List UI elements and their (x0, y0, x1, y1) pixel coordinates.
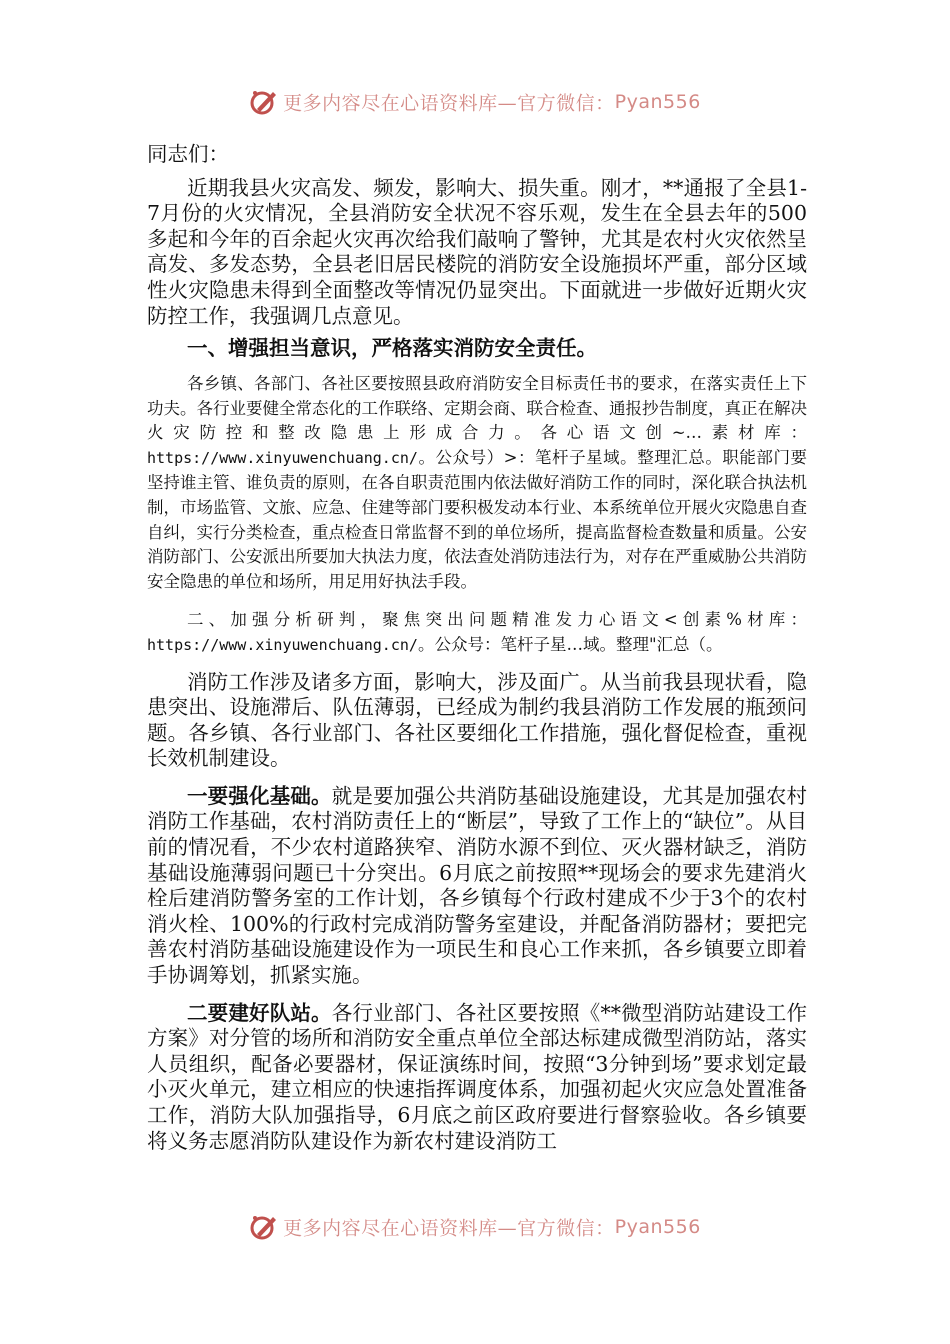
banner-wechat: Pyan556 (614, 91, 701, 113)
pen-circle-icon (249, 87, 279, 117)
paragraph-1-url: https://www.xinyuwenchuang.cn/ (147, 449, 418, 468)
footer-banner (0, 1212, 950, 1242)
paragraph-1 (147, 372, 807, 595)
paragraph-1-text-a: 各乡镇、各部门、各社区要按照县政府消防安全目标责任书的要求，在落实责任上下功夫。各行业要健全常态化的工作联络、定期会商、联合检查、通报抄告制度，真正在解决火灾防控和整改隐患上形成合力。各心语文创~…素材库： (147, 373, 807, 443)
paragraph-4 (147, 1001, 807, 1155)
paragraph-4-text: 各行业部门、各社区要按照《**微型消防站建设工作方案》对分管的场所和消防安全重点单位全部达标建成微型消防站，落实人员组织，配备必要器材，保证演练时间，按照“3分钟到场”要求划定最小灭火单元，建立相应的快速指挥调度体系，加强初起火灾应急处置准备工作，消防大队加强指导，6月底之前区政府要进行督察验收。各乡镇要将义务志愿消防队建设作为新农村建设消防工 (147, 1000, 808, 1153)
paragraph-3-text: 就是要加强公共消防基础设施建设，尤其是加强农村消防工作基础，农村消防责任上的“断层”，导致了工作上的“缺位”。从目前的情况看，不少农村道路狭窄、消防水源不到位、灭火器材缺乏，消防基础设施薄弱问题已十分突出。6月底之前按照**现场会的要求先建消火栓后建消防警务室的工作计划，各乡镇每个行政村建成不少于3个的农村消火栓、100%的行政村完成消防警务室建设，并配备消防器材；要把完善农村消防基础设施建设作为一项民生和良心工作来抓，各乡镇要立即着手协调筹划，抓紧实施。 (147, 783, 808, 988)
heading-2 (147, 608, 807, 658)
paragraph-2: 消防工作涉及诸多方面，影响大，涉及面广。从当前我县现状看，隐患突出、设施滞后、队伍薄弱，已经成为制约我县消防工作发展的瓶颈问题。各乡镇、各行业部门、各社区要细化工作措施，强化督促检查，重视长效机制建设。 (147, 669, 807, 771)
heading-2-text-b: 。公众号：笔杆子星…域。整理"汇总（。 (417, 634, 723, 654)
salutation: 同志们： (147, 142, 229, 166)
document-body (147, 142, 807, 1154)
banner-text: 更多内容尽在心语资料库—官方微信： (283, 92, 615, 115)
heading-1: 一、增强担当意识，严格落实消防安全责任。 (187, 336, 597, 361)
paragraph-4-lead: 二要建好队站。 (187, 1000, 332, 1025)
heading-2-url: https://www.xinyuwenchuang.cn/ (147, 635, 418, 654)
heading-2-text-a: 二、加强分析研判，聚焦突出问题精准发力心语文<创素%材库： (187, 609, 807, 629)
intro-paragraph: 近期我县火灾高发、频发，影响大、损失重。刚才，**通报了全县1-7月份的火灾情况，全县消防安全状况不容乐观，发生在全县去年的500多起和今年的百余起火灾再次给我们敲响了警钟，尤其是农村火灾依然呈高发、多发态势，全县老旧居民楼院的消防安全设施损坏严重，部分区域性火灾隐患未得到全面整改等情况仍显突出。下面就进一步做好近期火灾防控工作，我强调几点意见。 (147, 175, 807, 328)
paragraph-1-text-b: 。公众号）>：笔杆子星域。整理汇总。职能部门要坚持谁主管、谁负责的原则，在各自职责范围内依法做好消防工作的同时，深化联合执法机制，市场监管、文旅、应急、住建等部门要积极发动本行业、本系统单位开展火灾隐患自查自纠，实行分类检查，重点检查日常监督不到的单位场所，提高监督检查数量和质量。公安消防部门、公安派出所要加大执法力度，依法查处消防违法行为，对存在严重威胁公共消防安全隐患的单位和场所，用足用好执法手段。 (147, 448, 807, 592)
header-banner (0, 87, 950, 117)
banner-wechat: Pyan556 (614, 1216, 701, 1238)
paragraph-3-lead: 一要强化基础。 (187, 783, 332, 808)
paragraph-3 (147, 784, 807, 989)
pen-circle-icon (249, 1212, 279, 1242)
banner-text: 更多内容尽在心语资料库—官方微信： (283, 1217, 615, 1240)
